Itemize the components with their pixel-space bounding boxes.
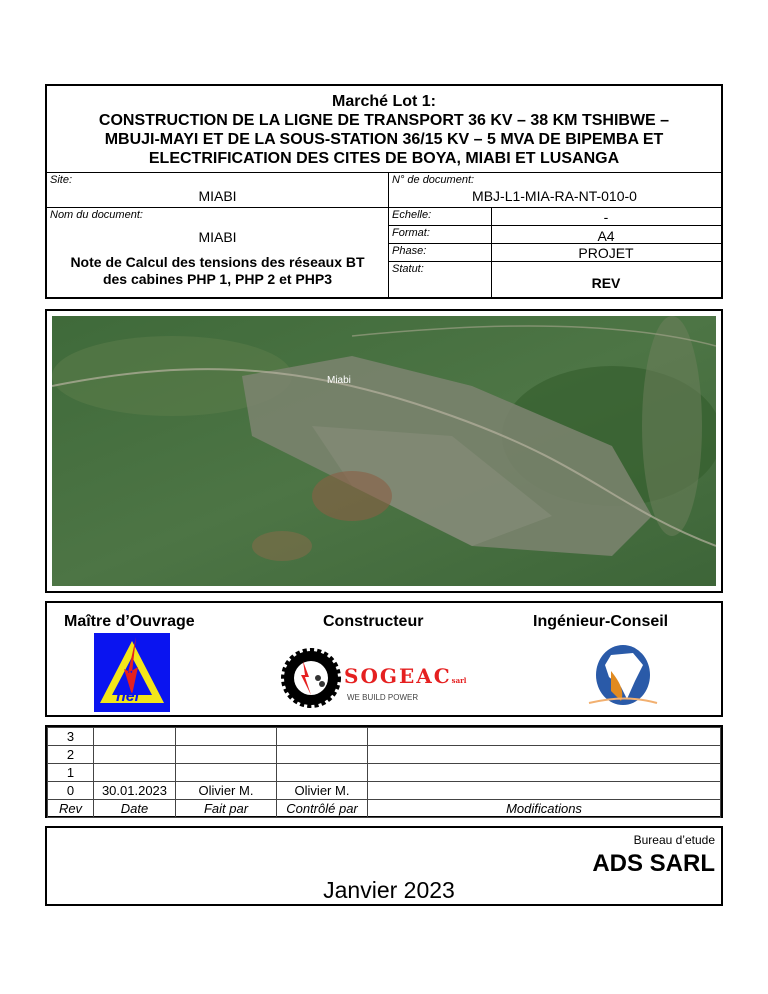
site-label: Site: [50, 174, 73, 186]
engineer-heading: Ingénieur-Conseil [533, 613, 669, 630]
format-label: Format: [392, 227, 430, 239]
table-row [48, 728, 721, 746]
statut-label: Statut: [392, 263, 424, 275]
bureau-label: Bureau d’etude [633, 833, 715, 847]
statut-value: REV [591, 275, 621, 291]
divider [47, 207, 721, 208]
checked-cell [277, 764, 368, 782]
title-line: CONSTRUCTION DE LA LIGNE DE TRANSPORT 36 KV – 38 KM TSHIBWE – [98, 112, 670, 129]
map-frame [45, 309, 723, 593]
phase-label: Phase: [392, 245, 427, 257]
sogeac-logo-suffix: sarl [451, 676, 467, 685]
rev-cell: 0 [48, 782, 94, 800]
doc-description-line: Note de Calcul des tensions des réseaux BT [70, 254, 365, 270]
format-value: A4 [597, 228, 615, 244]
checked-cell [277, 746, 368, 764]
echelle-value: - [603, 209, 609, 225]
doc-description [47, 254, 388, 288]
date-cell: 30.01.2023 [94, 782, 176, 800]
owner-heading: Maître d’Ouvrage [64, 613, 195, 630]
by-cell [176, 764, 277, 782]
docno-value: MBJ-L1-MIA-RA-NT-010-0 [472, 188, 637, 204]
mods-cell [368, 728, 721, 746]
snel-logo [94, 633, 170, 712]
table-row [48, 746, 721, 764]
builder-heading: Constructeur [323, 613, 424, 630]
table-header-row [48, 800, 721, 818]
header-date: Date [94, 800, 176, 818]
by-cell [176, 728, 277, 746]
checked-cell: Olivier M. [277, 782, 368, 800]
by-cell [176, 746, 277, 764]
footer-block [45, 826, 723, 906]
doc-description-line: des cabines PHP 1, PHP 2 et PHP3 [102, 271, 333, 287]
checked-cell [277, 728, 368, 746]
docno-label: N° de document: [392, 174, 475, 186]
phase-value: PROJET [578, 245, 634, 261]
rev-cell: 2 [48, 746, 94, 764]
mods-cell [368, 764, 721, 782]
site-value: MIABI [198, 188, 237, 204]
title-line: MBUJI-MAYI ET DE LA SOUS-STATION 36/15 KV – 5 MVA DE BIPEMBA ET [104, 131, 664, 148]
table-row [48, 782, 721, 800]
date-cell [94, 746, 176, 764]
sogeac-logo [344, 664, 466, 688]
satellite-map [52, 316, 716, 586]
map-place-label: Miabi [327, 375, 351, 386]
sogeac-gear-icon [281, 643, 341, 713]
date-cell [94, 764, 176, 782]
rev-cell: 1 [48, 764, 94, 782]
header-by: Fait par [176, 800, 277, 818]
divider [47, 172, 721, 173]
mods-cell [368, 782, 721, 800]
snel-logo-text: nel [116, 688, 140, 705]
title-line: ELECTRIFICATION DES CITES DE BOYA, MIABI ET LUSANGA [148, 150, 620, 167]
sogeac-logo-text: SOGEAC [344, 664, 452, 688]
bureau-name: ADS SARL [592, 850, 715, 877]
project-title [47, 92, 721, 168]
revision-table [45, 725, 723, 818]
rev-cell: 3 [48, 728, 94, 746]
market-label: Marché Lot 1: [331, 93, 436, 110]
parties-block [45, 601, 723, 717]
docname-label: Nom du document: [50, 209, 143, 221]
title-block [45, 84, 723, 299]
echelle-label: Echelle: [392, 209, 432, 221]
table-row [48, 764, 721, 782]
date-cell [94, 728, 176, 746]
docname-value: MIABI [198, 229, 237, 245]
divider [388, 225, 721, 226]
divider [388, 261, 721, 262]
by-cell: Olivier M. [176, 782, 277, 800]
header-checked: Contrôlé par [277, 800, 368, 818]
header-mods: Modifications [368, 800, 721, 818]
mods-cell [368, 746, 721, 764]
consultant-logo [585, 641, 661, 717]
sogeac-tagline: WE BUILD POWER [347, 693, 419, 702]
header-rev: Rev [48, 800, 94, 818]
document-date: Janvier 2023 [323, 877, 455, 903]
